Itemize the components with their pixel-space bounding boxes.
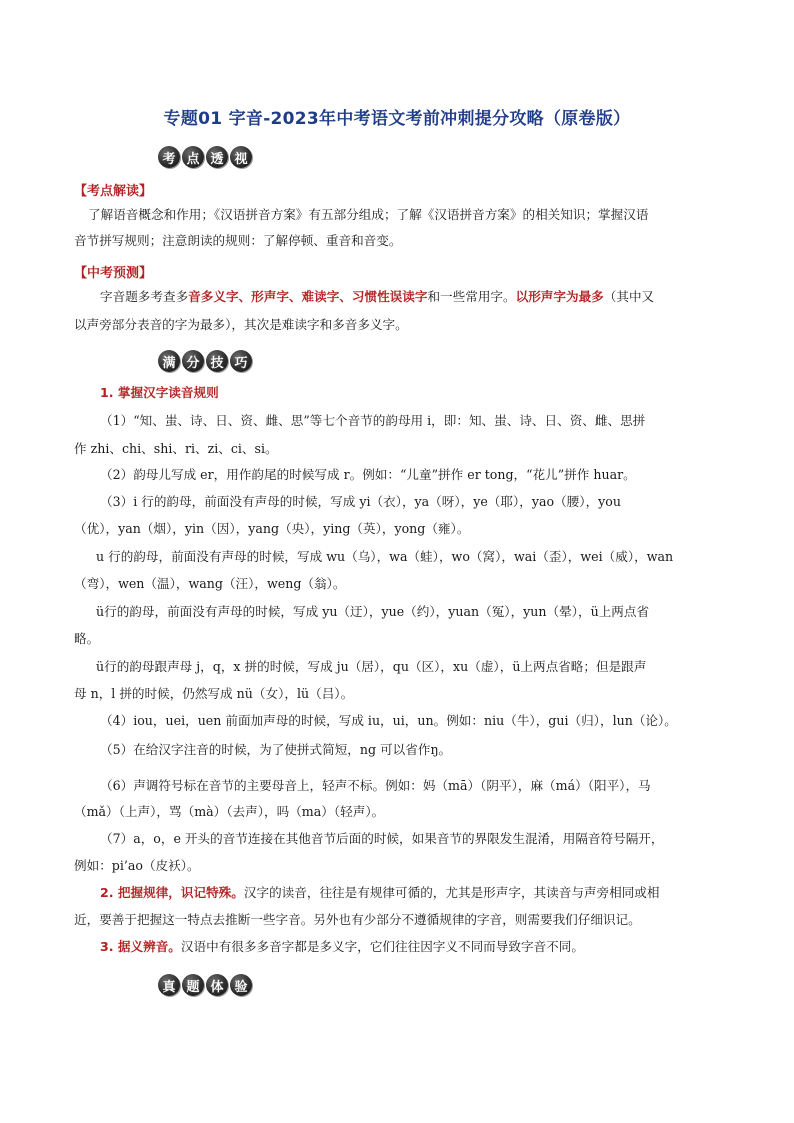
section-label-kaodian: 【考点解读】 [74,184,153,199]
rule-3h: 母 n，l 拼的时候，仍然写成 nü（女），lü（吕）。 [74,686,354,701]
badge-char: 体 [206,974,228,996]
rule-3e: ü行的韵母，前面没有声母的时候，写成 yu（迂），yue（约），yuan（冤），yun（晕），ü上两点省 [96,604,650,619]
badge-char: 分 [182,350,204,372]
section-label-yuce: 【中考预测】 [74,266,153,281]
badge-manfen-jiqiao [158,350,252,372]
rule-3g: ü行的韵母跟声母 j，q，x 拼的时候，写成 ju（居），qu（区），xu（虚），ü上两点省略；但是跟声 [96,659,647,674]
rule-7a: （7）a，o，e 开头的音节连接在其他音节后面的时候，如果音节的界限发生混淆，用隔音符号隔开， [100,831,664,846]
rule-7b: 例如：pi’ao（皮袄）。 [74,858,200,873]
rule-3c: u 行的韵母，前面没有声母的时候，写成 wu（乌），wa（蛙），wo（窝），wai（歪），wei（威），wan [96,549,674,564]
badge-char: 透 [206,146,228,168]
badge-char: 点 [182,146,204,168]
badge-char: 视 [230,146,252,168]
yuce-line-2: 以声旁部分表音的字为最多），其次是难读字和多音多义字。 [74,317,408,332]
badge-char: 技 [206,350,228,372]
badge-char: 满 [158,350,180,372]
yuce-line-1 [100,288,750,306]
rule-6b: （mǎ）（上声），骂（mà）（去声），吗（ma）（轻声）。 [74,804,385,819]
badge-char: 验 [230,974,252,996]
skill-2-text: 汉字的读音，往往是有规律可循的，尤其是形声字，其读音与声旁相同或相 [243,885,660,900]
badge-char: 真 [158,974,180,996]
skill-3-text: 汉语中有很多多音字都是多义字，它们往往因字义不同而导致字音不同。 [180,939,584,954]
skill-3-line [100,938,750,956]
rule-1a: （1）“知、蚩、诗、日、资、雌、思”等七个音节的韵母用 i，即：知、蚩、诗、日、资、雌、思拼 [100,413,646,428]
skill-heading-2: 2. 把握规律，识记特殊。 [100,885,244,900]
rule-3d: （弯），wen（温），wang（汪），weng（翁）。 [74,576,346,591]
yuce-highlight: 以形声字为最多 [515,289,604,304]
rule-4: （4）iou，uei，uen 前面加声母的时候，写成 iu，ui，un。例如：niu（牛），gui（归），lun（论）。 [100,713,677,728]
rule-2: （2）韵母儿写成 er，用作韵尾的时候写成 r。例如：“儿童”拼作 er tong，“花儿”拼作 huar。 [100,467,636,482]
page-title: 专题01 字音-2023年中考语文考前冲刺提分攻略（原卷版） [163,109,631,129]
rule-5: （5）在给汉字注音的时候，为了使拼式简短，ng 可以省作ŋ。 [100,742,452,757]
yuce-highlight: 音多义字、形声字、难读字、习惯性误读字 [188,289,428,304]
rule-3a: （3）i 行的韵母，前面没有声母的时候，写成 yi（衣），ya（呀），ye（耶），yao（腰），you [100,494,621,509]
yuce-text: 字音题多考查多 [100,289,189,304]
rule-3b: （优），yan（烟），yin（因），yang（央），ying（英），yong（雍）。 [74,521,470,536]
kaodian-line-2: 音节拼写规则；注意朗读的规则：了解停顿、重音和音变。 [74,233,402,248]
skill-heading-1: 1. 掌握汉字读音规则 [100,385,219,400]
skill-2-line-2: 近，要善于把握这一特点去推断一些字音。另外也有少部分不遵循规律的字音，则需要我们仔细识记。 [74,912,641,927]
badge-zhenti-tiyan [158,974,252,996]
badge-char: 巧 [230,350,252,372]
badge-char: 题 [182,974,204,996]
badge-kaodian-toushi [158,146,252,168]
yuce-text: （其中又 [603,289,655,304]
skill-heading-3: 3. 据义辨音。 [100,939,181,954]
badge-char: 考 [158,146,180,168]
rule-3f: 略。 [74,631,100,646]
rule-6a: （6）声调符号标在音节的主要母音上，轻声不标。例如：妈（mā）（阴平），麻（má）（阳平），马 [100,778,651,793]
yuce-text: 和一些常用字。 [427,289,516,304]
skill-2-line-1 [100,884,750,902]
rule-1b: 作 zhi、chi、shi、ri、zi、ci、si。 [74,441,278,456]
kaodian-line-1: 了解语音概念和作用；《汉语拼音方案》有五部分组成；了解《汉语拼音方案》的相关知识；掌握汉语 [88,207,649,222]
